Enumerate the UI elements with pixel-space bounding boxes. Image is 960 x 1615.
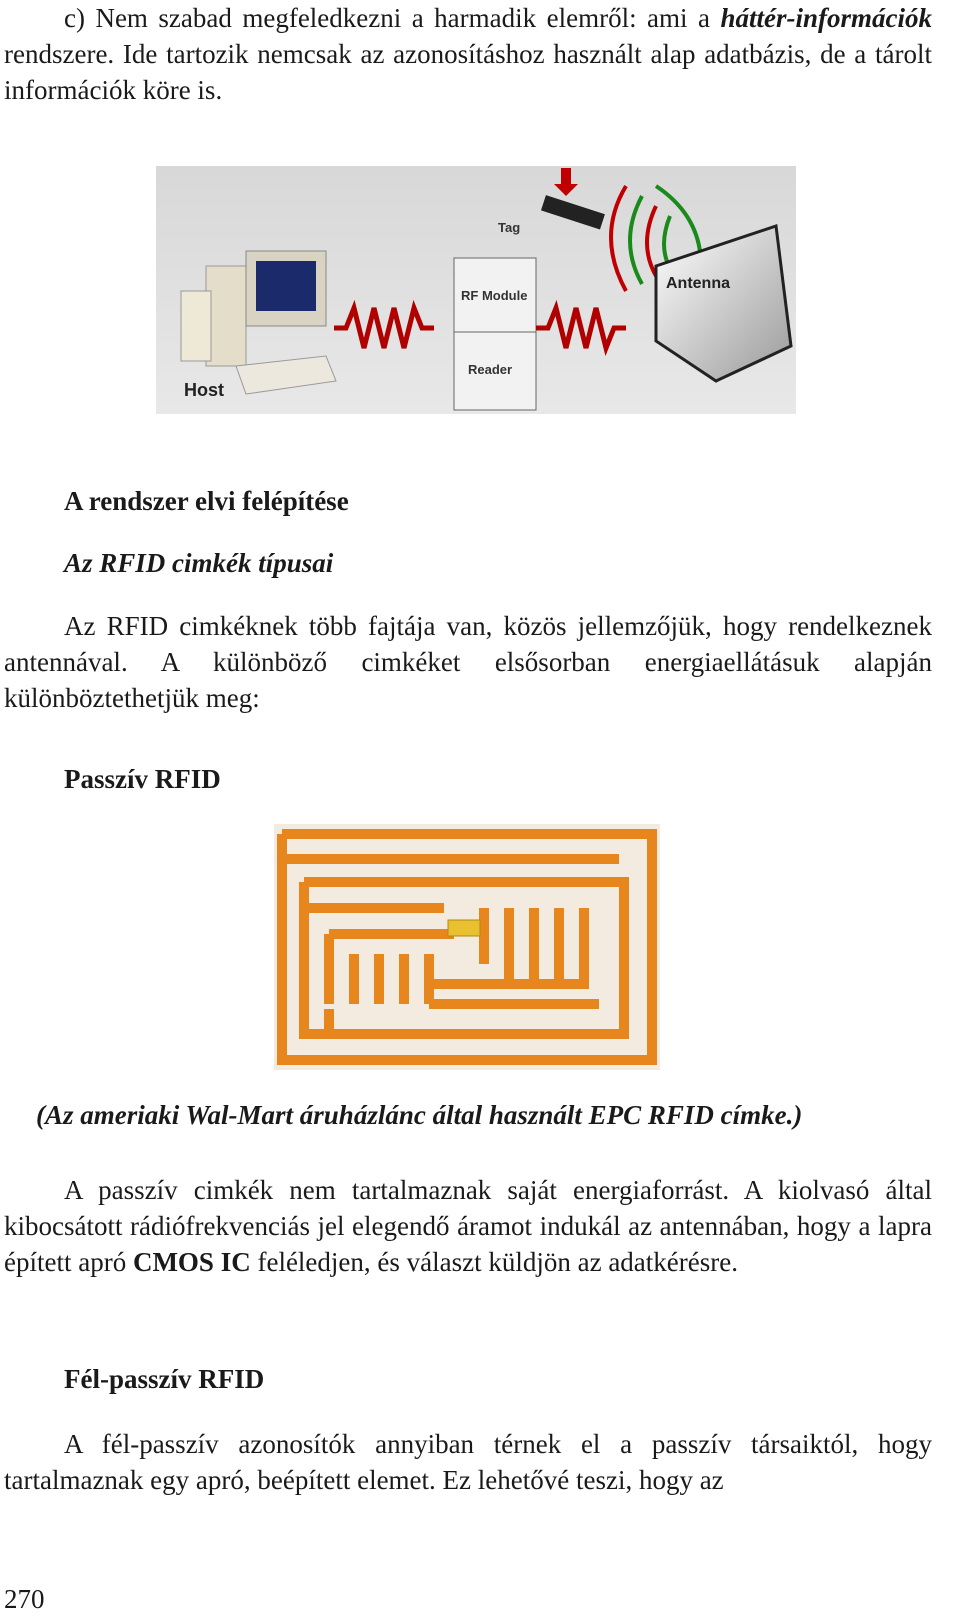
- types-paragraph: Az RFID cimkéknek több fajtája van, közös jellemzőjük, hogy rendelkeznek antennával. A különböző cimkéket elsősorban energiaellátásuk alapján különböztethetjük meg:: [4, 611, 932, 713]
- intro-prefix: c) Nem szabad megfeledkezni a harmadik elemről: ami a: [64, 3, 721, 33]
- page-number: 270: [4, 1584, 45, 1614]
- rfid-system-figure: [156, 166, 796, 414]
- label-tag: Tag: [498, 220, 521, 235]
- passive-text-after: feléledjen, és választ küldjön az adatkérésre.: [250, 1247, 738, 1277]
- passive-caption: (Az ameriaki Wal-Mart áruházlánc által használt EPC RFID címke.): [36, 1100, 803, 1130]
- passive-cmos-bold: CMOS IC: [132, 1247, 251, 1277]
- heading-system: A rendszer elvi felépítése: [64, 486, 349, 516]
- label-rf-module: RF Module: [461, 288, 528, 303]
- intro-emphasis: háttér-információk: [720, 3, 932, 33]
- heading-types: Az RFID cimkék típusai: [64, 548, 334, 578]
- intro-paragraph: [4, 0, 932, 108]
- epc-tag-figure: [274, 824, 660, 1070]
- rf-module-reader-box: [454, 258, 536, 410]
- heading-passive: Passzív RFID: [64, 764, 221, 794]
- semi-passive-paragraph: A fél-passzív azonosítók annyiban térnek el a passzív társaiktól, hogy tartalmaznak egy apró, beépített elemet. Ez lehetővé teszi, hogy az: [4, 1429, 932, 1495]
- label-reader: Reader: [468, 362, 513, 377]
- label-antenna: Antenna: [666, 275, 730, 292]
- rfid-system-diagram: [156, 166, 796, 414]
- passive-text-before: A passzív cimkék nem tartalmaznak saját energiaforrást. A kiolvasó által kibocsátott rádiófrekvenciás jel elegendő áramot indukál az antennában, hogy a lapra épített apró: [4, 1175, 932, 1277]
- passive-paragraph: [4, 1172, 932, 1280]
- heading-semi-passive: Fél-passzív RFID: [64, 1364, 265, 1394]
- label-host: Host: [184, 380, 224, 400]
- epc-tag-antenna-illustration: [274, 824, 660, 1070]
- ic-chip-icon: [448, 920, 480, 936]
- intro-suffix: rendszere. Ide tartozik nemcsak az azonosításhoz használt alap adatbázis, de a tárolt információk köre is.: [4, 39, 932, 105]
